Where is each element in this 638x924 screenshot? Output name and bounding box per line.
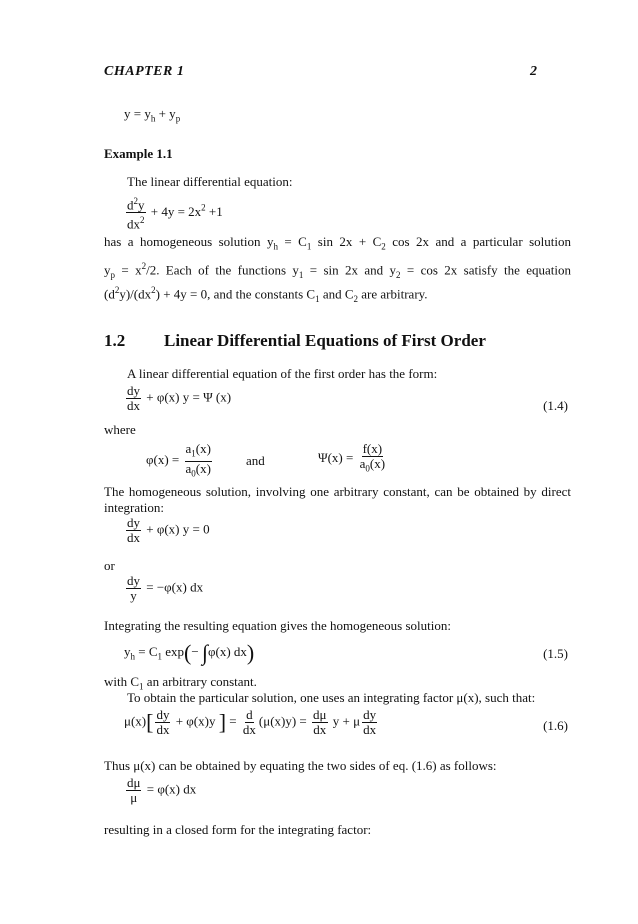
example-paragraph-line1: has a homogeneous solution $y_h = C_1$ $\sin 2x + C_2$ cos 2x and a particular solution	[104, 234, 571, 252]
phi-definition: φ(x) = $\frac{a_1(x)}{a_0(x)}$	[146, 441, 211, 479]
section-title: Linear Differential Equations of First Order	[164, 331, 486, 350]
general-solution-equation: $y = y_h + y_p$	[124, 106, 181, 124]
section-number: 1.2	[104, 331, 126, 350]
where-label: where	[104, 422, 136, 437]
equation-1-6: μ(x)[ $\frac{dy}{dx}$ + φ(x)y ] = $\frac{d}{dx}$ (μ(x)y) = $\frac{d\mu}{dx}$ y + μ $\frac{dy}{dx}$	[124, 707, 377, 737]
example-equation: $\frac{d^2y}{dx^2}$ + $4y = 2x^2 +1$	[127, 196, 223, 232]
page-number: 2	[530, 64, 538, 79]
equation-number-1-4: (1.4)	[543, 398, 568, 413]
example-paragraph-line2: $y_p = x^2/2$. Each of the functions $y_1 = \sin 2x$ and $y_2 = \cos 2x$ satisfy the equation	[104, 261, 571, 280]
equation-number-1-6: (1.6)	[543, 718, 568, 733]
section-intro: A linear differential equation of the first order has the form:	[127, 366, 438, 381]
and-label: and	[246, 453, 265, 468]
mu-equation: $\frac{d\mu}{\mu}$ = φ(x) dx	[127, 775, 197, 805]
equation-number-1-5: (1.5)	[543, 646, 568, 661]
constant-text: with $C_1$ an arbitrary constant.	[104, 674, 257, 692]
closed-form-text: resulting in a closed form for the integrating factor:	[104, 822, 372, 837]
equation-1-4: $\frac{dy}{dx}$ + φ(x) y = Ψ (x)	[127, 383, 232, 413]
example-paragraph-line3: $(d^2y)/(dx^2) + 4y = 0$, and the constants $C_1$ and $C_2$ are arbitrary.	[104, 285, 428, 304]
separated-equation: $\frac{dy}{y}$ = −φ(x) dx	[127, 573, 204, 603]
homogeneous-equation: $\frac{dy}{dx}$ + φ(x) y = 0	[127, 515, 210, 545]
thus-text: Thus μ(x) can be obtained by equating the two sides of eq. (1.6) as follows:	[104, 758, 497, 773]
homogeneous-text: The homogeneous solution, involving one arbitrary constant, can be obtained by direct	[104, 484, 571, 499]
example-intro: The linear differential equation:	[127, 174, 293, 189]
integrating-text: Integrating the resulting equation gives the homogeneous solution:	[104, 618, 451, 633]
psi-definition: Ψ(x) = $\frac{f(x)}{a_0(x)}$	[318, 441, 386, 474]
particular-text: To obtain the particular solution, one uses an integrating factor μ(x), such that:	[127, 690, 536, 705]
example-title: Example 1.1	[104, 146, 173, 161]
chapter-header: CHAPTER 1	[104, 64, 185, 79]
or-label: or	[104, 558, 115, 573]
integration-label: integration:	[104, 500, 164, 515]
equation-1-5: $y_h = C_1$ exp(− ∫φ(x) dx)	[124, 640, 255, 665]
